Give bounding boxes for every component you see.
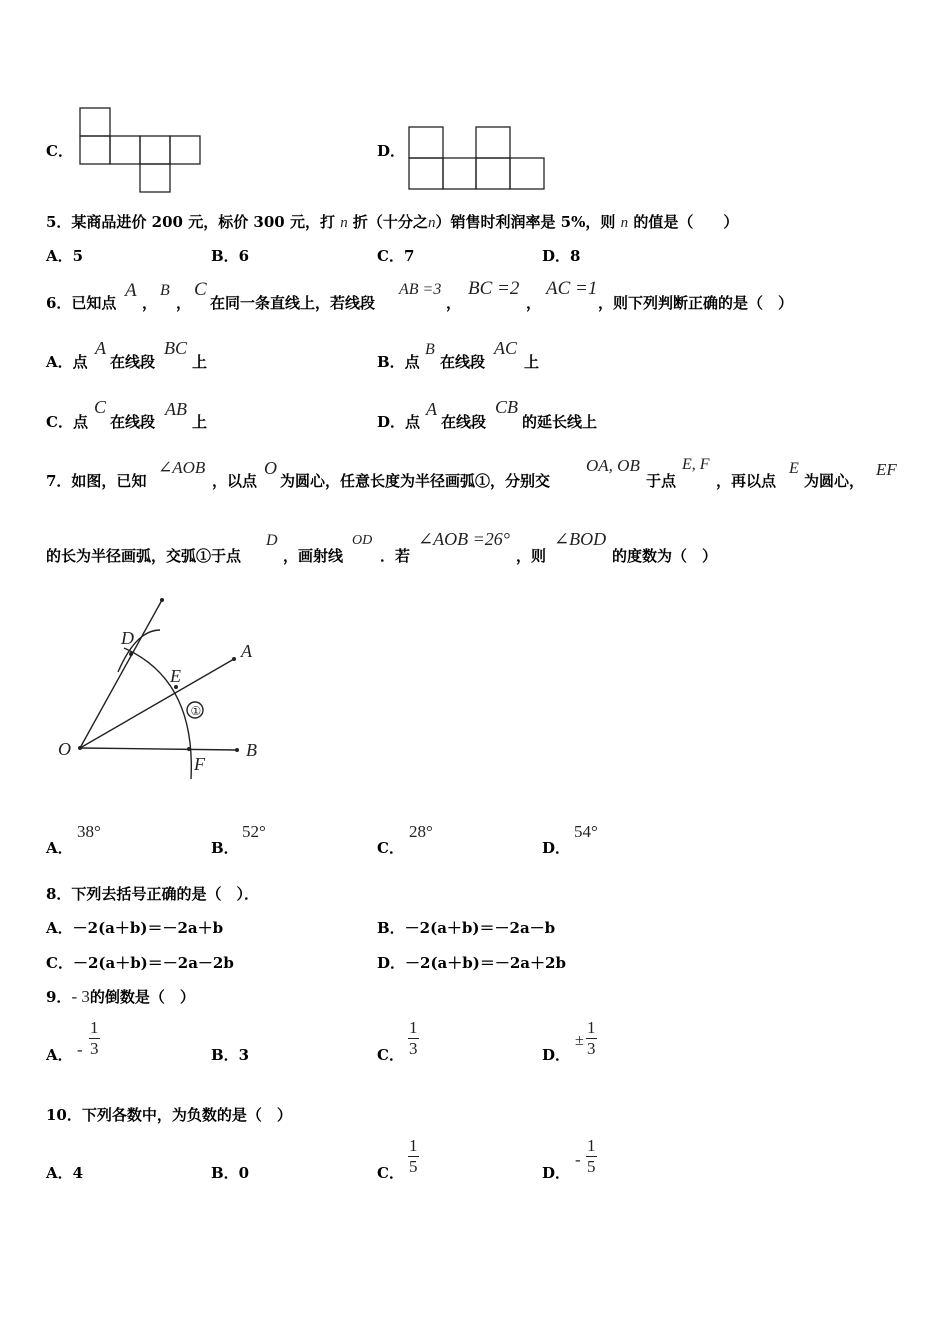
q8-option-a[interactable]: A．－2(a＋b)＝－2a＋b xyxy=(46,919,224,937)
q7-text-11: 的度数为（ ） xyxy=(612,547,718,565)
point-f-dot xyxy=(187,747,191,751)
q7-text-3: 为圆心，任意长度为半径画弧①，分别交 xyxy=(280,472,551,490)
q5-option-b[interactable]: B．6 xyxy=(211,247,250,265)
q9-option-b[interactable]: B．3 xyxy=(211,1046,250,1064)
q5-option-d[interactable]: D．8 xyxy=(542,247,581,265)
q6-eq-ac: AC =1 xyxy=(546,278,598,299)
q7-text-9: ．若 xyxy=(380,547,411,565)
q6-stem-start: 6．已知点 xyxy=(46,294,117,312)
q5-option-c[interactable]: C．7 xyxy=(377,247,415,265)
q7-text-8: ，画射线 xyxy=(283,547,344,565)
q7-text-1: 7．如图，已知 xyxy=(46,472,147,490)
label-a: A xyxy=(241,641,252,661)
q6-point-b: B xyxy=(160,282,170,299)
q4-option-d-label: D． xyxy=(377,142,406,160)
point-a-dot xyxy=(232,657,236,661)
q7-text-5: ，再以点 xyxy=(716,472,777,490)
q6-point-a: A xyxy=(125,280,137,301)
q10-option-b[interactable]: B．0 xyxy=(211,1164,250,1182)
q8-option-b[interactable]: B．－2(a＋b)＝－2a－b xyxy=(377,919,556,937)
label-o: O xyxy=(58,739,71,759)
ray-ob xyxy=(80,748,237,750)
ray-od xyxy=(80,600,162,748)
q8-option-d[interactable]: D．－2(a＋b)＝－2a＋2b xyxy=(377,954,566,972)
q4-option-d-net xyxy=(406,124,548,192)
q7-rays-oa-ob: OA, OB xyxy=(586,456,640,475)
q7-text-10: ，则 xyxy=(516,547,547,565)
label-b: B xyxy=(246,740,257,760)
q5-stem: 5．某商品进价 200 元，标价 300 元，打 n 折（十分之n）销售时利润率是 5%，则 n 的值是（ ） xyxy=(46,213,739,231)
q6-comma-2: ， xyxy=(176,294,192,312)
q6-eq-bc: BC =2 xyxy=(468,278,520,299)
q7-point-d: D xyxy=(266,532,278,549)
q7-angle-aob: ∠AOB xyxy=(158,458,206,477)
q6-comma-3: ， xyxy=(446,294,462,312)
q6-eq-ab: AB =3 xyxy=(399,281,442,298)
q7-text-4: 于点 xyxy=(646,472,677,490)
ray-oa xyxy=(80,659,234,748)
q7-angle-bod: ∠BOD xyxy=(554,529,607,549)
q7-text-6: 为圆心， xyxy=(804,472,865,490)
q7-text-7: 的长为半径画弧，交弧①于点 xyxy=(46,547,242,565)
q4-option-c-net xyxy=(78,106,204,194)
point-b-dot xyxy=(235,748,239,752)
q4-option-c-label: C． xyxy=(46,142,73,160)
point-d-dot xyxy=(129,652,133,656)
q7-point-o: O xyxy=(264,458,277,478)
point-o-dot xyxy=(78,746,82,750)
q7-ray-od: OD xyxy=(352,533,373,548)
q7-seg-ef: EF xyxy=(876,460,897,479)
q7-point-e: E xyxy=(789,460,799,477)
label-e: E xyxy=(170,666,181,686)
arc-1 xyxy=(124,648,191,779)
q7-points-ef: E, F xyxy=(682,456,710,473)
q7-given-angle: ∠AOB =26° xyxy=(418,529,510,549)
q10-option-a[interactable]: A．4 xyxy=(46,1164,84,1182)
q6-point-c: C xyxy=(194,279,207,300)
q6-comma-4: ， xyxy=(526,294,542,312)
label-d: D xyxy=(121,628,134,648)
q8-stem: 8．下列去括号正确的是（ ）． xyxy=(46,885,259,903)
q7-figure xyxy=(46,590,286,790)
q6-stem-end: ，则下列判断正确的是（ ） xyxy=(598,294,794,312)
q9-stem: 9．- 3的倒数是（ ） xyxy=(46,987,195,1006)
q5-option-a[interactable]: A．5 xyxy=(46,247,84,265)
q10-stem: 10．下列各数中，为负数的是（ ） xyxy=(46,1106,292,1124)
q6-comma-1: ， xyxy=(142,294,158,312)
point-d-end-dot xyxy=(160,598,164,602)
label-f: F xyxy=(194,754,205,774)
q7-text-2: ，以点 xyxy=(212,472,258,490)
q6-stem-mid: 在同一条直线上，若线段 xyxy=(210,294,376,312)
q8-option-c[interactable]: C．－2(a＋b)＝－2a－2b xyxy=(46,954,234,972)
label-arc-1: ① xyxy=(190,704,202,718)
